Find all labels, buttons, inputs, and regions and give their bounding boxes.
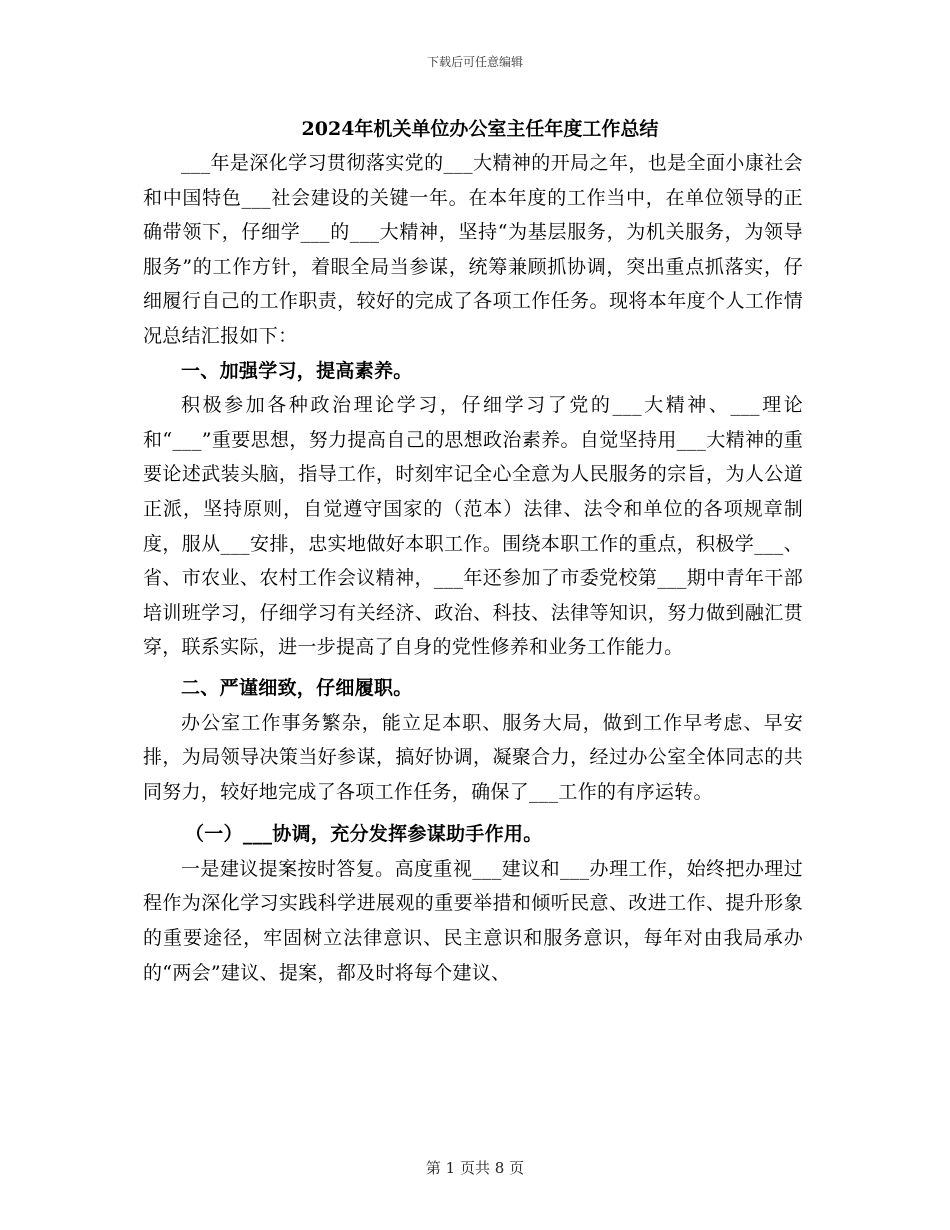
document-body <box>143 112 803 990</box>
section-1-paragraph: 积极参加各种政治理论学习，仔细学习了党的___大精神、___理论和“___”重要思想，努力提高自己的思想政治素养。自觉坚持用___大精神的重要论述武装头脑，指导工作，时刻牢记全心全意为人民服务的宗旨，为人公道正派，坚持原则，自觉遵守国家的（范本）法律、法令和单位的各项规章制度，服从___安排，忠实地做好本职工作。围绕本职工作的重点，积极学___、省、市农业、农村工作会议精神，___年还参加了市委党校第___期中青年干部培训班学习，仔细学习有关经济、政治、科技、法律等知识，努力做到融汇贯穿，联系实际，进一步提高了自身的党性修养和业务工作能力。 <box>143 394 803 659</box>
document-title: 2024年机关单位办公室主任年度工作总结 <box>301 118 659 140</box>
section-2-paragraph: 办公室工作事务繁杂，能立足本职、服务大局，做到工作早考虑、早安排，为局领导决策当好参谋，搞好协调，凝聚合力，经过办公室全体同志的共同努力，较好地完成了各项工作任务，确保了___工作的有序运转。 <box>143 711 803 803</box>
page-header-note: 下载后可任意编辑 <box>426 55 523 69</box>
subsection-1-heading: （一）___协调，充分发挥参谋助手作用。 <box>185 823 543 846</box>
subsection-1-paragraph: 一是建议提案按时答复。高度重视___建议和___办理工作，始终把办理过程作为深化学习实践科学进展观的重要举措和倾听民意、改进工作、提升形象的重要途径，牢固树立法律意识、民主意识和服务意识，每年对由我局承办的“两会”建议、提案，都及时将每个建议、 <box>143 857 803 984</box>
intro-paragraph: ___年是深化学习贯彻落实党的___大精神的开局之年，也是全面小康社会和中国特色___社会建设的关键一年。在本年度的工作当中，在单位领导的正确带领下，仔细学___的___大精神，坚持“为基层服务，为机关服务，为领导服务”的工作方针，着眼全局当参谋，统筹兼顾抓协调，突出重点抓落实，仔细履行自己的工作职责，较好的完成了各项工作任务。现将本年度个人工作情况总结汇报如下： <box>143 152 803 347</box>
section-1-heading: 一、加强学习，提高素养。 <box>181 359 413 382</box>
section-2-heading: 二、严谨细致，仔细履职。 <box>181 676 413 699</box>
page-number: 第 1 页共 8 页 <box>425 1159 525 1177</box>
